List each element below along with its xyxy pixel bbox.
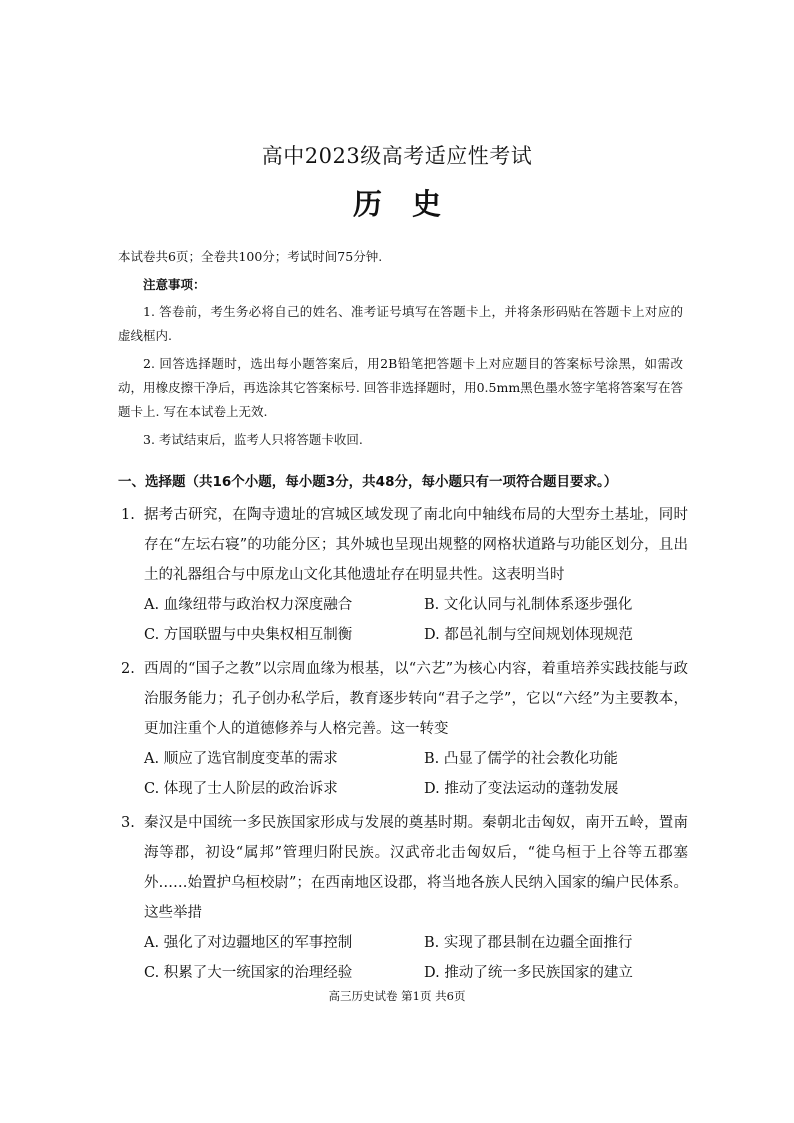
option-a: A. 强化了对边疆地区的军事控制 [144, 935, 353, 951]
option-a: A. 顺应了选官制度变革的需求 [144, 751, 338, 767]
question-number: 3. [121, 815, 135, 831]
option-b: B. 实现了郡县制在边疆全面推行 [424, 935, 633, 951]
question-stem [118, 500, 688, 590]
page-footer: 高三历史试卷 第1页 共6页 [328, 989, 466, 1003]
option-b: B. 凸显了儒学的社会教化功能 [424, 751, 618, 767]
question-number: 2. [121, 661, 135, 677]
option-group [118, 744, 688, 804]
option-group [118, 928, 688, 988]
option-d: D. 都邑礼制与空间规划体现规范 [424, 627, 633, 643]
question-stem [118, 654, 688, 744]
notice-item: 3. 考试结束后，监考人只将答题卡收回. [143, 432, 363, 447]
question-2 [118, 654, 688, 804]
notice-item: 2. 回答选择题时，选出每小题答案后，用2B铅笔把答题卡上对应题目的答案标号涂黑，如需改动，用橡皮擦干净后，再选涂其它答案标号. 回答非选择题时，用0.5mm黑色墨水签字笔将答案写在答题卡上. 写在本试卷上无效. [118, 356, 683, 419]
notice-list [118, 300, 683, 456]
question-number: 1. [121, 507, 135, 523]
option-c: C. 积累了大一统国家的治理经验 [144, 965, 353, 981]
option-c: C. 方国联盟与中央集权相互制衡 [144, 627, 353, 643]
option-b: B. 文化认同与礼制体系逐步强化 [424, 597, 633, 613]
question-text: 秦汉是中国统一多民族国家形成与发展的奠基时期。秦朝北击匈奴，南开五岭，置南海等郡，初设“属邦”管理归附民族。汉武帝北击匈奴后，“徙乌桓于上谷等五郡塞外……始置护乌桓校尉”；在西南地区设郡，将当地各族人民纳入国家的编户民体系。这些举措 [144, 815, 688, 921]
option-a: A. 血缘纽带与政治权力深度融合 [144, 597, 353, 613]
option-group [118, 590, 688, 650]
subject-title: 历史 [352, 187, 471, 221]
option-c: C. 体现了士人阶层的政治诉求 [144, 781, 338, 797]
exam-title: 高中2023级高考适应性考试 [261, 144, 533, 168]
question-text: 据考古研究，在陶寺遗址的宫城区域发现了南北向中轴线布局的大型夯土基址，同时存在“左坛右寝”的功能分区；其外城也呈现出规整的网格状道路与功能区划分，且出土的礼器组合与中原龙山文化其他遗址存在明显共性。这表明当时 [144, 507, 688, 583]
option-d: D. 推动了变法运动的蓬勃发展 [424, 781, 619, 797]
question-list [118, 500, 688, 992]
question-3 [118, 808, 688, 988]
section-title: 一、选择题（共16个小题，每小题3分，共48分，每小题只有一项符合题目要求。） [118, 474, 618, 490]
question-1 [118, 500, 688, 650]
notice-item: 1. 答卷前，考生务必将自己的姓名、准考证号填写在答题卡上，并将条形码贴在答题卡上对应的虚线框内. [118, 304, 683, 343]
question-text: 西周的“国子之教”以宗周血缘为根基，以“六艺”为核心内容，着重培养实践技能与政治服务能力；孔子创办私学后，教育逐步转向“君子之学”，它以“六经”为主要教本，更加注重个人的道德修养与人格完善。这一转变 [144, 661, 688, 737]
notice-heading: 注意事项： [143, 277, 206, 292]
option-d: D. 推动了统一多民族国家的建立 [424, 965, 633, 981]
exam-meta-info: 本试卷共6页；全卷共100分；考试时间75分钟. [118, 249, 383, 264]
question-stem [118, 808, 688, 928]
